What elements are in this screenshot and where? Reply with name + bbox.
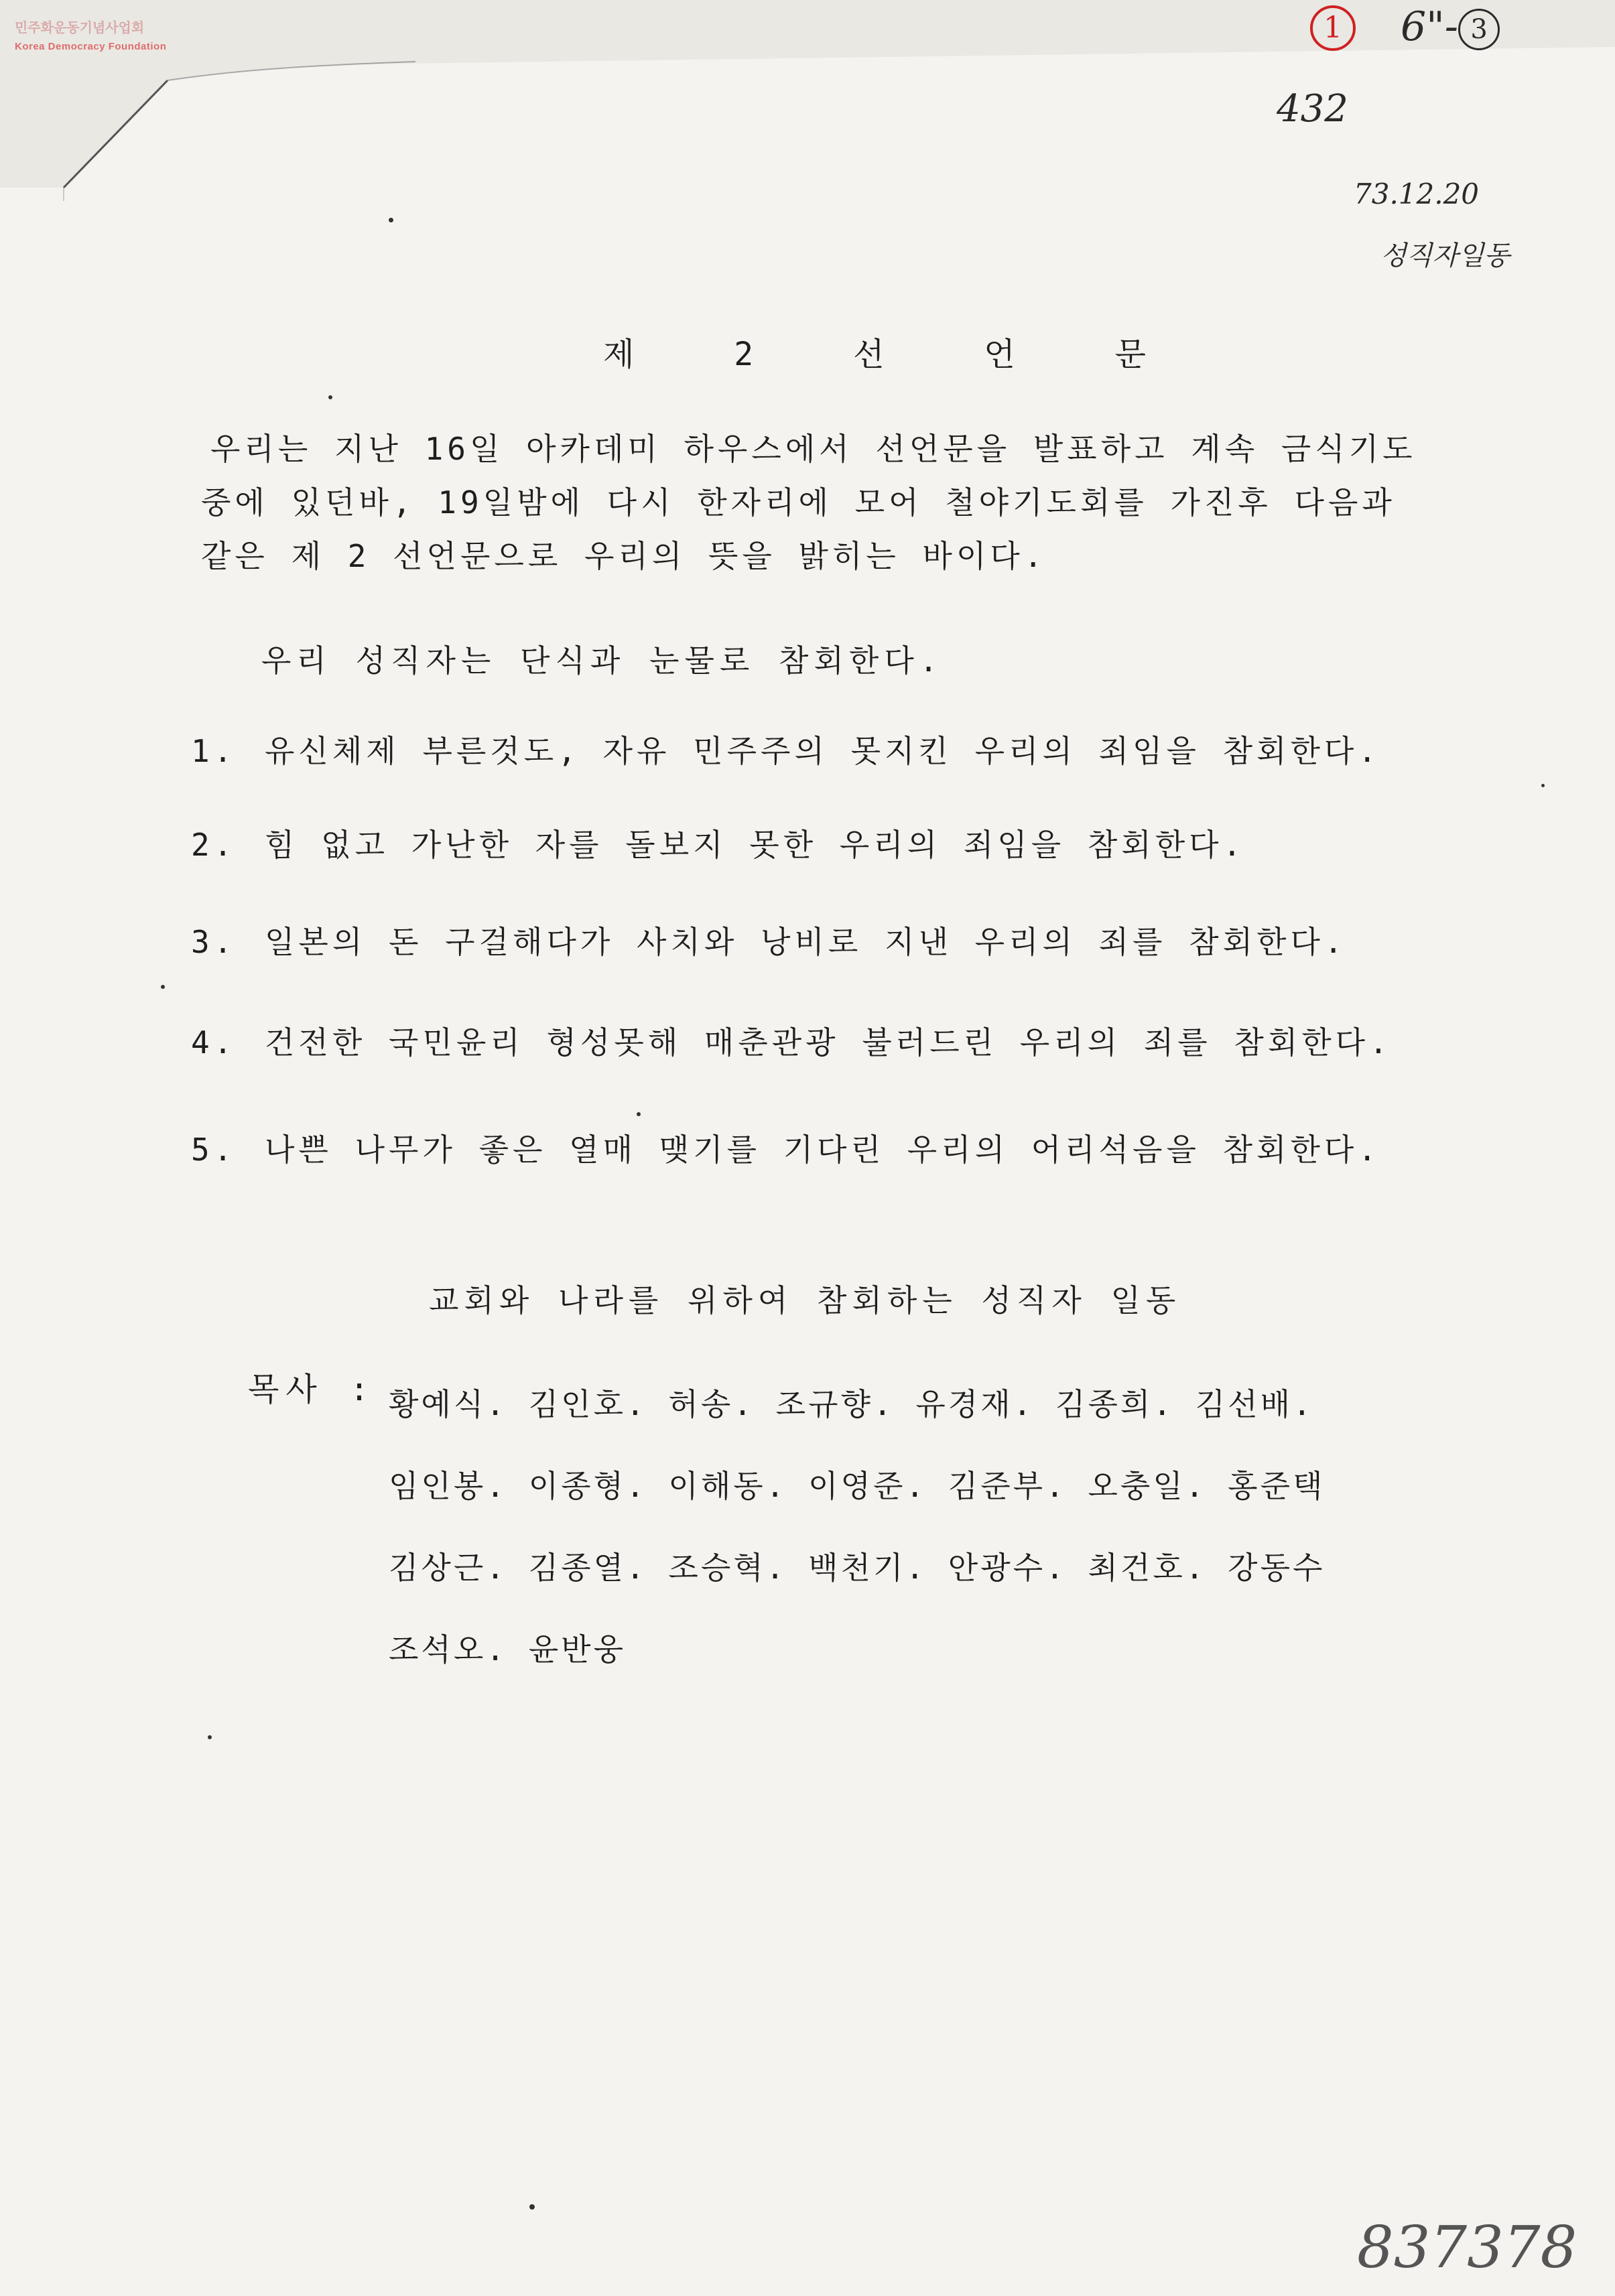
list-item-text: 건전한 국민윤리 형성못해 매춘관광 불러드린 우리의 죄를 참회한다.	[265, 1024, 1392, 1061]
file-code-circled: 3	[1458, 9, 1500, 50]
circled-mark	[1310, 3, 1356, 51]
scan-speck	[529, 2204, 535, 2210]
file-code	[1401, 3, 1500, 50]
list-item-number: 1.	[191, 733, 237, 769]
file-code-prefix: 6"-	[1401, 3, 1459, 50]
list-item-text: 힘 없고 가난한 자를 돌보지 못한 우리의 죄임을 참회한다.	[265, 827, 1246, 863]
list-item	[191, 918, 1347, 962]
list-item	[191, 727, 1380, 771]
list-item	[191, 1126, 1380, 1170]
scan-speck	[389, 218, 393, 222]
list-item-text: 일본의 돈 구걸해다가 사치와 낭비로 지낸 우리의 죄를 참회한다.	[265, 924, 1347, 960]
torn-corner-edge	[0, 0, 1615, 201]
name-row: 황예식. 김인호. 허송. 조규향. 유경재. 김종희. 김선배.	[389, 1386, 1314, 1422]
handwritten-bottom-number: 837378	[1357, 2214, 1577, 2281]
archive-watermark	[15, 19, 166, 56]
intro-line: 중에 있던바, 19일밤에 다시 한자리에 모어 철야기도회를 가진후 다음과	[201, 484, 1396, 521]
scan-speck	[208, 1735, 212, 1739]
handwritten-number: 432	[1277, 87, 1348, 131]
scan-speck	[328, 395, 332, 399]
list-item-text: 나쁜 나무가 좋은 열매 맺기를 기다린 우리의 어리석음을 참회한다.	[265, 1132, 1381, 1168]
pastor-label: 목사 :	[248, 1371, 376, 1408]
handwritten-date: 73.12.20	[1354, 178, 1480, 210]
intro-paragraph	[201, 422, 1474, 583]
name-row: 김상근. 김종열. 조승혁. 백천기. 안광수. 최건호. 강동수	[389, 1550, 1326, 1586]
signature-title: 교회와 나라를 위하여 참회하는 성직자 일동	[429, 1282, 1181, 1319]
name-row: 조석오. 윤반웅	[389, 1631, 627, 1668]
name-row: 임인봉. 이종형. 이해동. 이영준. 김준부. 오충일. 홍준택	[389, 1468, 1326, 1504]
handwritten-group: 성직자일동	[1380, 241, 1510, 271]
list-item	[191, 821, 1245, 865]
scan-speck	[637, 1112, 641, 1116]
archive-watermark-korean: 민주화운동기념사업회	[15, 21, 145, 36]
archive-watermark-english: Korea Democracy Foundation	[15, 41, 167, 52]
list-item-text: 유신체제 부른것도, 자유 민주주의 못지킨 우리의 죄임을 참회한다.	[265, 733, 1381, 769]
list-item-number: 2.	[191, 827, 237, 863]
list-item	[191, 1018, 1392, 1063]
circled-mark-value: 1	[1310, 5, 1356, 51]
list-item-number: 5.	[191, 1132, 237, 1168]
signatory-names	[389, 1363, 1326, 1690]
intro-line: 같은 제 2 선언문으로 우리의 뜻을 밝히는 바이다.	[201, 538, 1047, 574]
list-item-number: 3.	[191, 924, 237, 960]
document-title: 제 2 선 언 문	[603, 336, 1186, 373]
lead-statement: 우리 성직자는 단식과 눈물로 참회한다.	[261, 643, 944, 679]
scan-speck	[161, 985, 165, 989]
list-item-number: 4.	[191, 1024, 237, 1061]
scan-speck	[1541, 784, 1545, 787]
intro-line: 우리는 지난 16일 아카데미 하우스에서 선언문을 발표하고 계속 금식기도	[210, 431, 1417, 467]
